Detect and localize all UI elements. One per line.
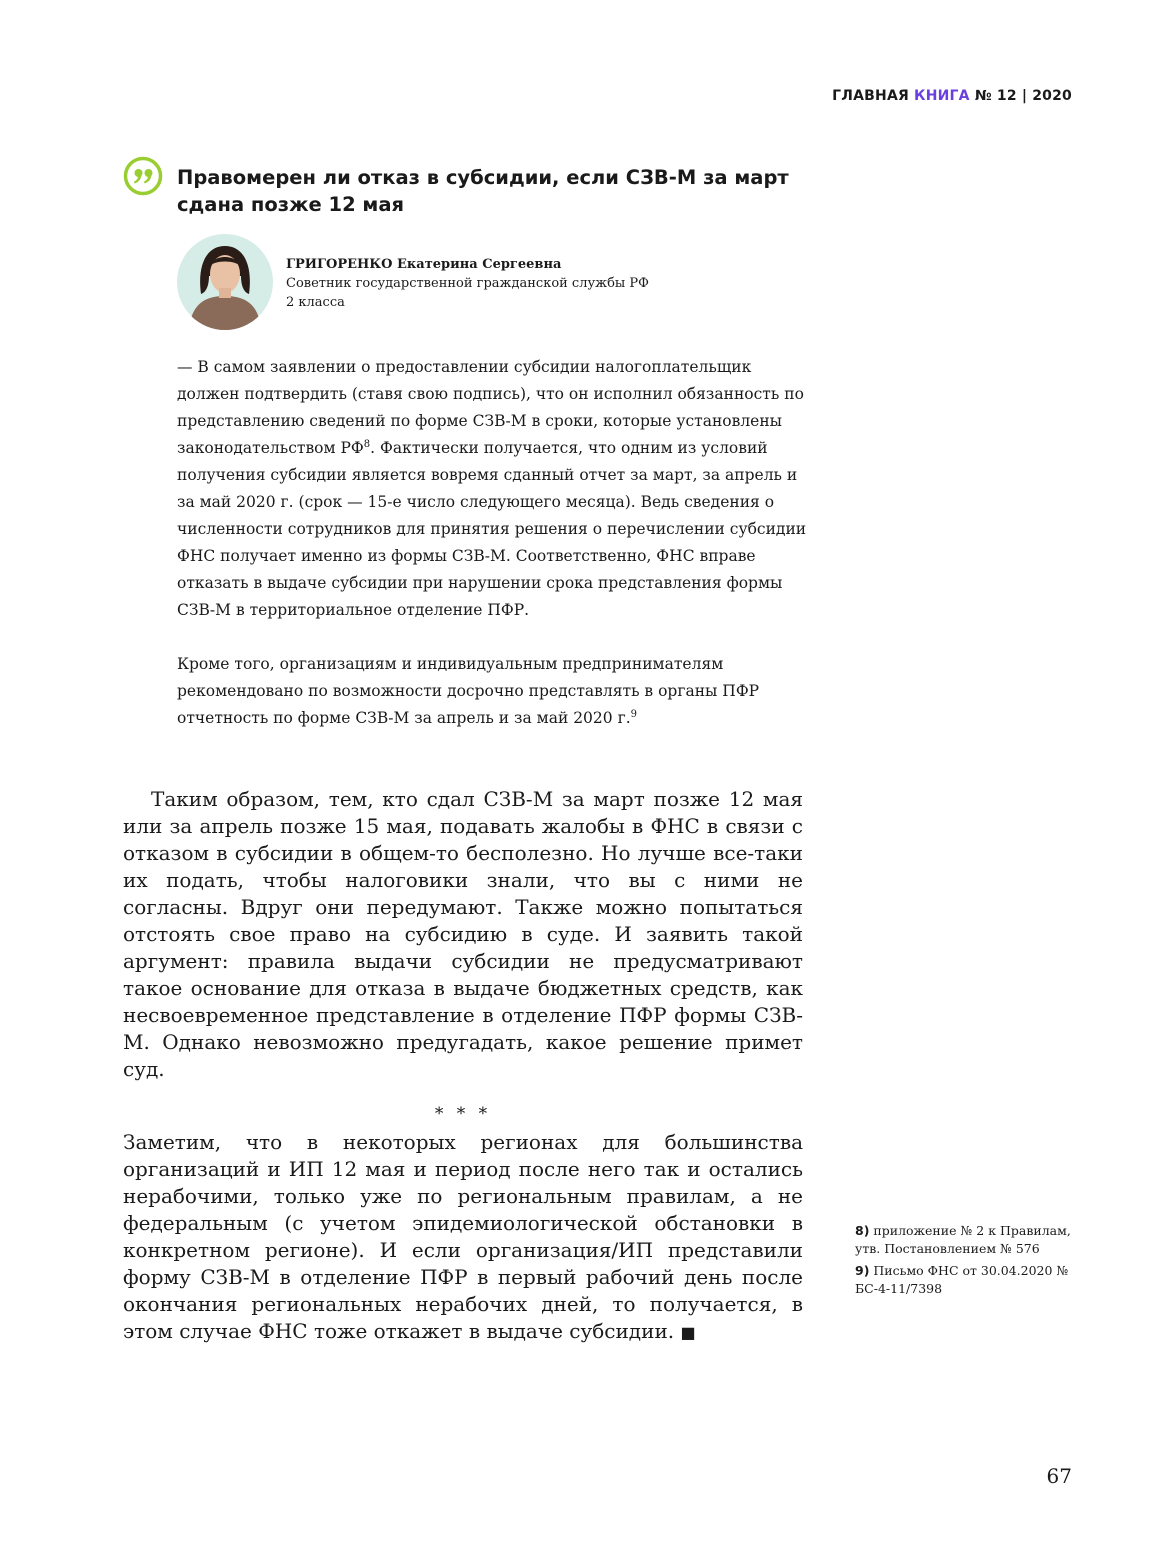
footnote-number: 8) <box>855 1223 870 1238</box>
end-mark-icon: ■ <box>680 1323 696 1342</box>
answer-text-1-cont: . Фактически получается, что одним из условий получения субсидии является вовремя сданный отчет за март, за апрель и за май 2020 г. (срок — 15-е число следующего месяца). Ведь сведения о численности сотрудников для принятия решения о перечислении субсидии ФНС получает именно из формы СЗВ-М. Соответственно, ФНС вправе отказать в выдаче субсидии при нарушении срока представления формы СЗВ-М в территориальное отделение ПФР. <box>177 439 807 619</box>
page-number: 67 <box>1046 1464 1072 1488</box>
issue-label: № 12 | 2020 <box>974 88 1072 104</box>
footnote-8 <box>855 1222 1085 1258</box>
answer-paragraph-2 <box>177 651 812 732</box>
footnote-text: Письмо ФНС от 30.04.2020 № БС-4-11/7398 <box>855 1263 1069 1296</box>
footnotes <box>855 1222 1085 1298</box>
footnote-ref-9: 9 <box>630 708 637 720</box>
body-paragraph-2 <box>123 1129 803 1346</box>
author-rank: 2 класса <box>286 295 345 310</box>
quote-icon <box>123 156 163 196</box>
answer-paragraph-1 <box>177 354 812 624</box>
brand-part-1: ГЛАВНАЯ <box>832 88 909 104</box>
body-paragraph-1: Таким образом, тем, кто сдал СЗВ-М за март позже 12 мая или за апрель позже 15 мая, подавать жалобы в ФНС в связи с отказом в субсидии в общем-то бесполезно. Но лучше все-таки их подать, чтобы налоговики знали, что вы с ними не согласны. Вдруг они передумают. Также можно попытаться отстоять свое право на субсидию в суде. И заявить такой аргумент: правила выдачи субсидии не предусматривают такое основание для отказа в выдаче бюджетных средств, как несвоевременное представление в отделение ПФР формы СЗВ-М. Однако невозможно предугадать, какое решение примет суд. <box>123 787 803 1081</box>
author-name: ГРИГОРЕНКО Екатерина Сергеевна <box>286 257 562 272</box>
answer-text-1: — В самом заявлении о предоставлении субсидии налогоплательщик должен подтвердить (ставя свою подпись), что он исполнил обязанность по представлению сведений по форме СЗВ-М в сроки, которые установлены законодательством РФ <box>177 358 804 457</box>
footnote-ref-8: 8 <box>363 438 371 450</box>
answer-text-2: Кроме того, организациям и индивидуальным предпринимателям рекомендовано по возможности досрочно представлять в органы ПФР отчетность по форме СЗВ-М за апрель и за май 2020 г. <box>177 655 760 727</box>
expert-answer <box>177 354 812 732</box>
brand-part-2: КНИГА <box>914 88 970 104</box>
section-separator: * * * <box>434 1104 492 1124</box>
question-title: Правомерен ли отказ в субсидии, если СЗВ-М за март сдана позже 12 мая <box>177 166 789 216</box>
author-position: Советник государственной гражданской службы РФ <box>286 276 649 291</box>
body-text-2: Заметим, что в некоторых регионах для большинства организаций и ИП 12 мая и период после него так и остались нерабочими, только уже по региональным правилам, а не федеральным (с учетом эпидемиологической обстановки в конкретном регионе). И если организация/ИП представили форму СЗВ-М в отделение ПФР в первый рабочий день после окончания региональных нерабочих дней, то получается, в этом случае ФНС тоже откажет в выдаче субсидии. <box>123 1130 803 1343</box>
footnote-text: приложение № 2 к Правилам, утв. Постановлением № 576 <box>855 1223 1071 1256</box>
footnote-number: 9) <box>855 1263 870 1278</box>
article-body <box>123 786 803 1346</box>
footnote-9 <box>855 1262 1085 1298</box>
magazine-header <box>832 88 1072 104</box>
author-info <box>286 255 706 312</box>
avatar <box>177 234 273 330</box>
